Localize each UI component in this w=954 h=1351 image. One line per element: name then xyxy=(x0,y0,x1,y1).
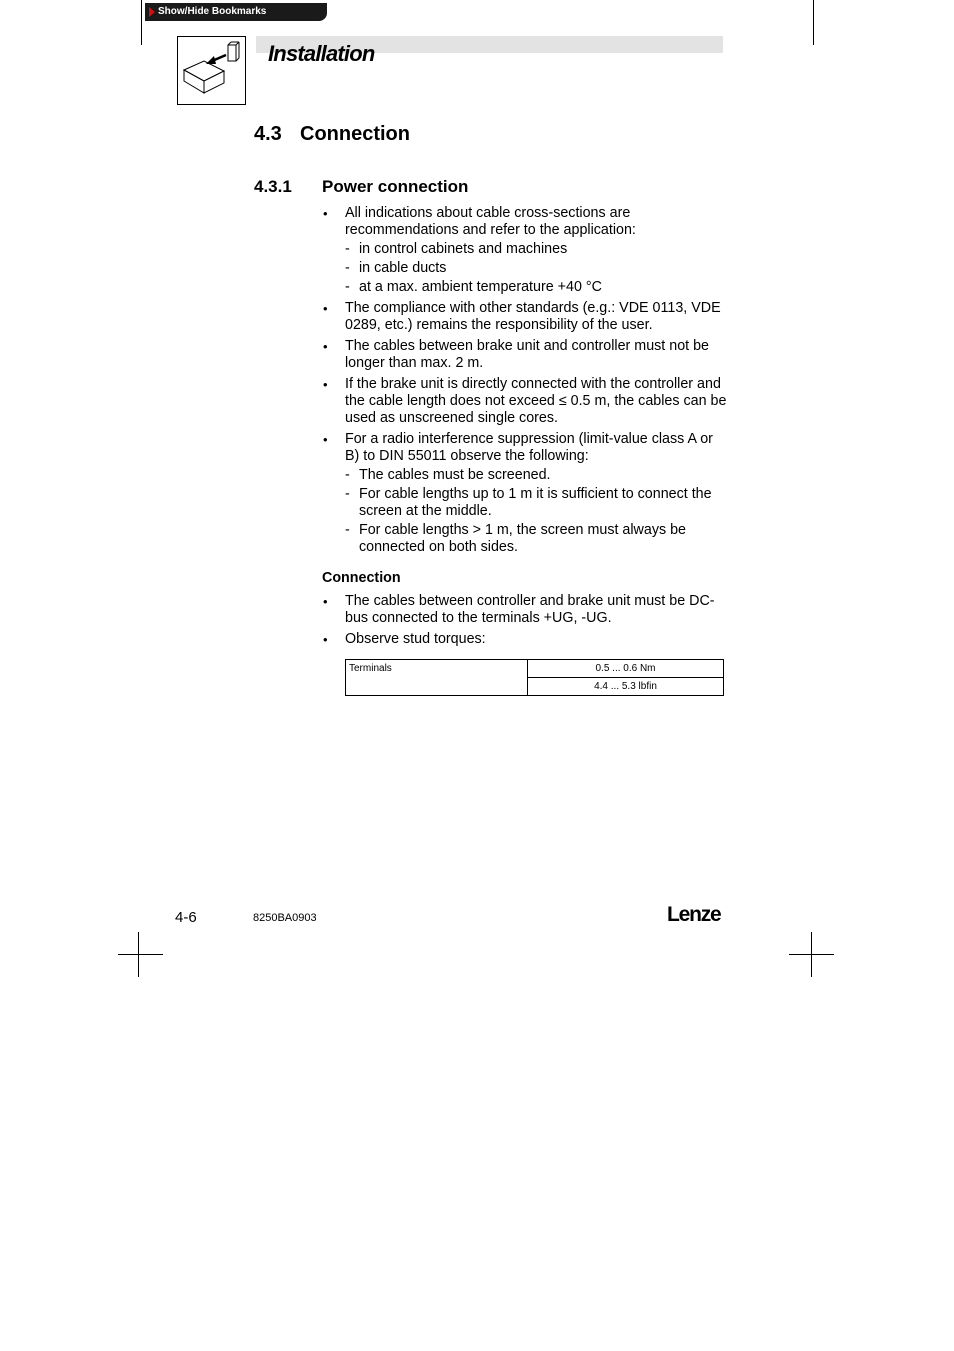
lenze-logo: Lenze xyxy=(667,903,721,926)
content-body xyxy=(322,205,727,696)
list-item: • The cables between controller and brake unit must be DC-bus connected to the terminals +UG, -UG. xyxy=(322,593,727,627)
sub-list-item: - at a max. ambient temperature +40 °C xyxy=(345,279,727,296)
play-arrow-icon xyxy=(149,7,155,17)
list-item: • The cables between brake unit and controller must not be longer than max. 2 m. xyxy=(322,338,727,372)
table-cell-value: 4.4 ... 5.3 lbfin xyxy=(528,678,724,696)
page-number: 4-6 xyxy=(175,909,197,926)
crop-mark xyxy=(141,0,142,45)
crop-mark xyxy=(118,954,163,955)
crop-mark xyxy=(813,0,814,45)
section-number: 4.3 xyxy=(254,123,282,145)
document-code: 8250BA0903 xyxy=(253,912,317,924)
list-item: • For a radio interference suppression (limit-value class A or B) to DIN 55011 observe the following: - The cables must be screened. - For cable lengths up to 1 m it is sufficient to connect the screen at the middle. - For cable lengths > 1 m, the screen must always be connected on both sides. xyxy=(322,431,727,556)
list-item: • If the brake unit is directly connected with the controller and the cable length does not exceed ≤ 0.5 m, the cables can be used as unscreened single cores. xyxy=(322,376,727,427)
table-cell-value: 0.5 ... 0.6 Nm xyxy=(528,660,724,678)
stud-torque-table xyxy=(345,659,724,696)
sub-list-item: - The cables must be screened. xyxy=(345,467,727,484)
list-item: • Observe stud torques: xyxy=(322,631,727,648)
subsection-number: 4.3.1 xyxy=(254,177,292,196)
sub-list-item: - For cable lengths up to 1 m it is sufficient to connect the screen at the middle. xyxy=(345,486,727,520)
sub-list-item: - in control cabinets and machines xyxy=(345,241,727,258)
bookmark-tab-label: Show/Hide Bookmarks xyxy=(158,6,267,17)
crop-mark xyxy=(811,932,812,977)
table-cell-label: Terminals xyxy=(346,660,528,696)
list-item: • The compliance with other standards (e.g.: VDE 0113, VDE 0289, etc.) remains the responsibility of the user. xyxy=(322,300,727,334)
show-hide-bookmarks-tab[interactable] xyxy=(145,3,327,21)
connection-list xyxy=(322,593,727,648)
section-title: Connection xyxy=(300,123,410,145)
power-connection-list xyxy=(322,205,727,556)
sub-list xyxy=(345,241,727,296)
subsection-title: Power connection xyxy=(322,177,469,196)
crop-mark xyxy=(138,932,139,977)
list-item: • All indications about cable cross-sections are recommendations and refer to the application: - in control cabinets and machines - in cable ducts - at a max. ambient temperature +40 °C xyxy=(322,205,727,296)
sub-list xyxy=(345,467,727,556)
sub-list-item: - in cable ducts xyxy=(345,260,727,277)
chapter-title: Installation xyxy=(268,41,375,66)
installation-icon xyxy=(177,36,246,105)
connection-heading: Connection xyxy=(322,570,401,586)
sub-list-item: - For cable lengths > 1 m, the screen must always be connected on both sides. xyxy=(345,522,727,556)
table-row xyxy=(346,660,724,678)
